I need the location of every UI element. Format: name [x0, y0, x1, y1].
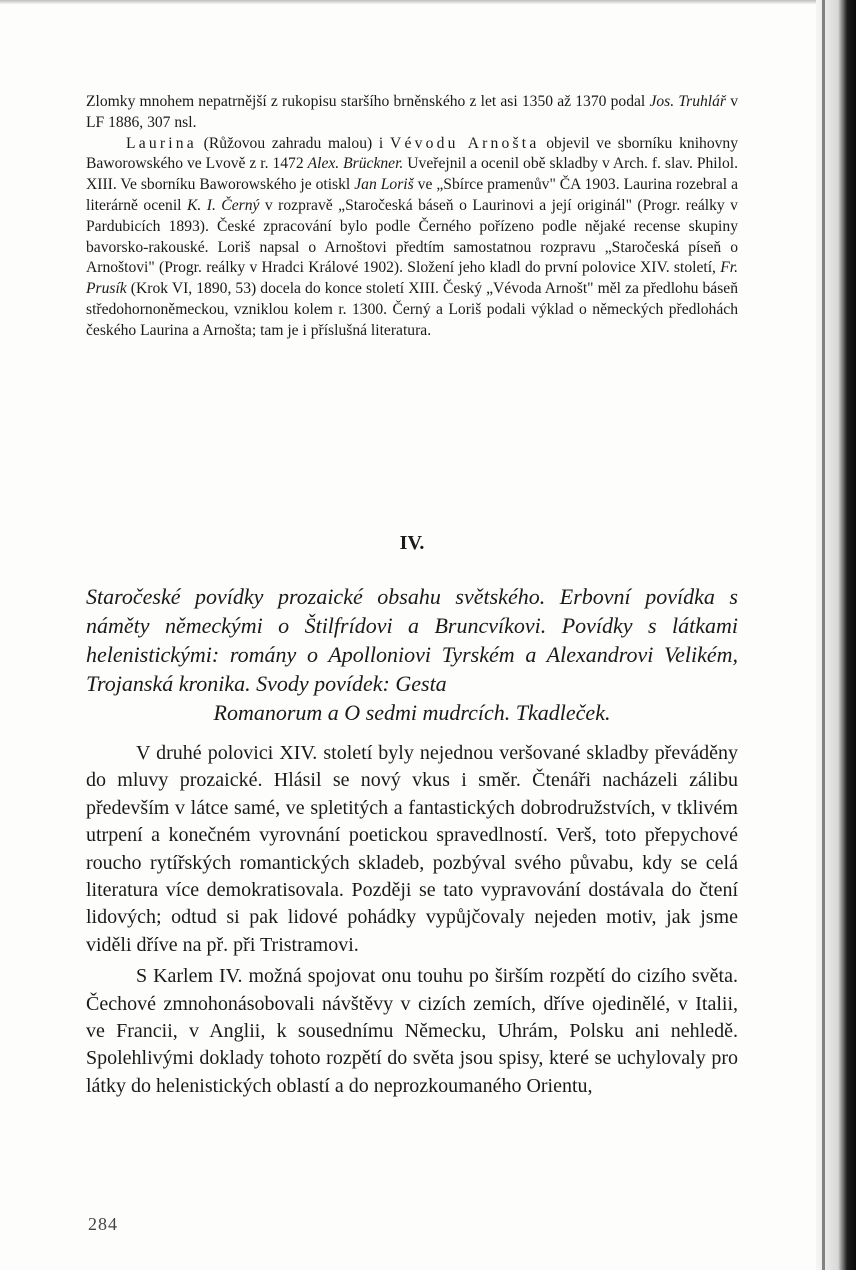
bibliography-notes	[86, 92, 738, 342]
note-paragraph-2: Laurina (Růžovou zahradu malou) i Vévodu Arnošta objevil ve sborníku knihovny Baworowského ve Lvově z r. 1472 Alex. Brückner. Uveřejnil a ocenil obě skladby v Arch. f. slav. Philol. XIII. Ve sborníku Baworowského je otiskl Jan Loriš ve „Sbírce pramenův" ČA 1903. Laurina rozebral a literárně ocenil K. I. Černý v rozpravě „Staročeská báseň o Laurinovi a její originál" (Progr. reálky v Pardubicích 1893). České zpracování bylo podle Černého pořízeno podle nějaké recense skupiny bavorsko-rakouské. Loriš napsal o Arnoštovi předtím samostatnou rozpravu „Staročeská píseň o Arnoštovi" (Progr. reálky v Hradci Králové 1902). Složení jeho kladl do první polovice XIV. století, Fr. Prusík (Krok VI, 1890, 53) docela do konce století XIII. Český „Vévoda Arnošt" měl za předlohu báseň středohornoněmeckou, vzniklou kolem r. 1300. Černý a Loriš podali výklad o německých předlohách českého Laurina a Arnošta; tam je i příslušná literatura.	[86, 134, 739, 339]
page-content	[86, 92, 739, 1097]
author-name: Jan Loriš	[354, 176, 414, 194]
author-name: Jos. Truhlář	[649, 93, 727, 110]
body-paragraph-1: V druhé polovici XIV. století byly nejednou veršované skladby převáděny do mluvy prozaické. Hlásil se nový vkus i směr. Čtenáři nacházeli zálibu především v látce samé, ve spletitých a fantastických dobrodružstvích, v tklivém utrpení a konečném vyrovnání poetickou spravedlností. Verš, toto přepychové roucho rytířských romantických skladeb, pozbýval svého půvabu, kdy se celá literatura více demokratisovala. Později se tato vypravování dostávala do čtení lidových; odtud si pak lidové pohádky vypůjčovaly nejeden motiv, jak jsme viděli dříve na př. při Tristramovi.	[86, 742, 738, 956]
author-name: K. I. Černý	[186, 196, 260, 214]
top-edge	[0, 0, 840, 4]
page-number: 284	[88, 1214, 118, 1234]
author-name: Alex. Brückner.	[307, 155, 404, 173]
book-spine-edge	[816, 0, 856, 1270]
chapter-heading: IV.	[399, 532, 425, 554]
chapter-subtitle: Staročeské povídky prozaické obsahu světského. Erbovní povídka s náměty německými o Štilfrídovi a Bruncvíkovi. Povídky s látkami helenistickými: romány o Apolloniovi Tyrském a Alexandrovi Velikém, Trojanská kronika. Svody povídek: Gesta Romanorum a O sedmi mudrcích. Tkadleček.	[86, 584, 738, 725]
body-paragraph-2: S Karlem IV. možná spojovat onu touhu po širším rozpětí do cizího světa. Čechové zmnohonásobovali návštěvy v cizích zemích, dříve ojedinělé, v Italii, ve Francii, v Anglii, k sousednímu Německu, Uhrám, Polsku ani nehledě. Spolehlivými doklady tohoto rozpětí do světa jsou spisy, které se uchylovaly pro látky do helenistických oblastí a do neprozkoumaného Orientu,	[86, 965, 738, 1097]
body-text	[86, 740, 738, 1104]
spaced-title: Vévodu Arnošta	[390, 134, 540, 152]
spaced-title: Laurina	[126, 134, 197, 152]
note-paragraph-1: Zlomky mnohem nepatrnější z rukopisu staršího brněnského z let asi 1350 až 1370 podal Jos. Truhlář v LF 1886, 307 nsl.	[86, 93, 738, 131]
author-name: Fr. Prusík	[86, 259, 738, 298]
